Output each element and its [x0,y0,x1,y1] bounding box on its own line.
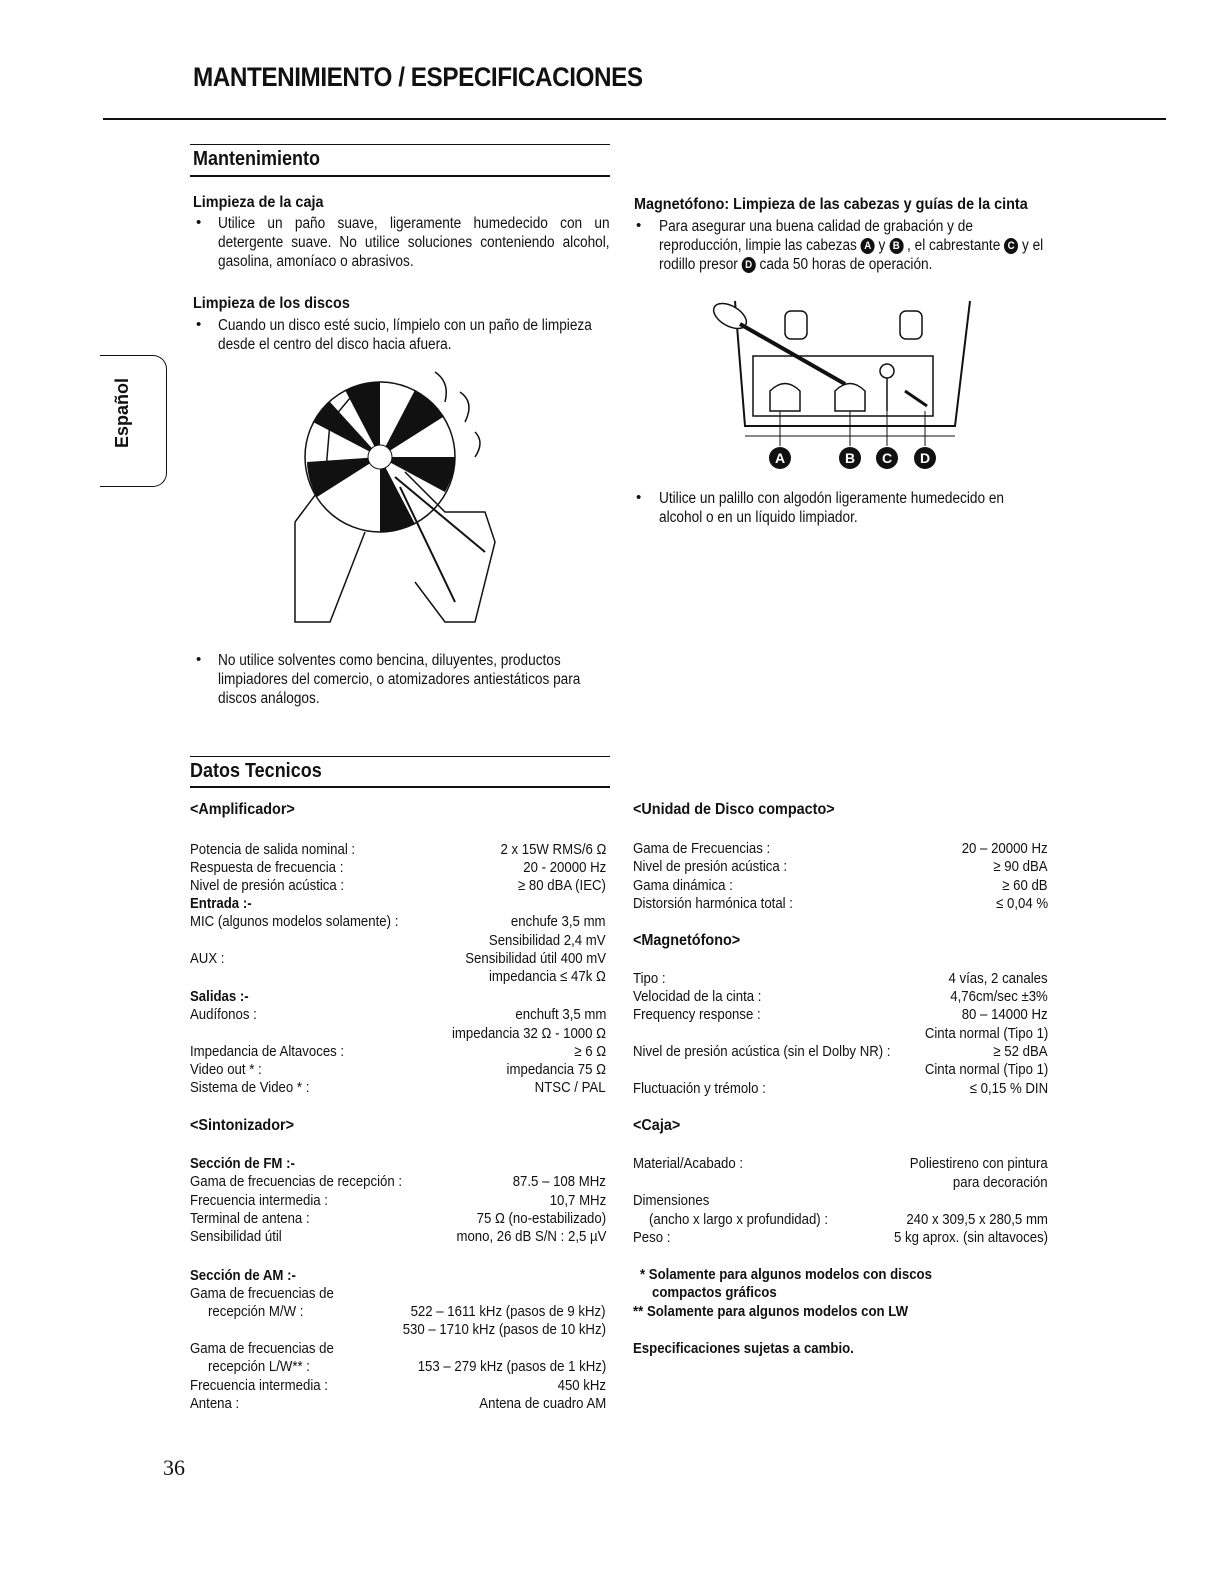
header-divider [103,118,1166,120]
language-tab [100,355,167,487]
tape-cleaning-title: Magnetófono: Limpieza de las cabezas y guías de la cinta [634,196,1028,213]
section-rule [190,175,610,177]
label-b: B [844,450,856,466]
cd-title: <Unidad de Disco compacto> [633,801,835,818]
case-cleaning-title: Limpieza de la caja [193,194,324,211]
label-d: D [919,450,931,466]
language-tab-label: Español [112,378,132,449]
bullet: • [636,489,642,506]
bullet: • [636,217,642,234]
label-b-icon: B [889,238,903,254]
label-c-icon: C [1004,238,1018,254]
label-d-icon: D [742,257,756,273]
disc-cleaning-title: Limpieza de los discos [193,295,350,312]
section-rule [190,144,610,145]
disc-cleaning-text: Cuando un disco esté sucio, límpielo con un paño de limpieza desde el centro del disco hacia afuera. [218,317,592,353]
tape-spec-title: <Magnetófono> [633,932,741,949]
page-title: MANTENIMIENTO / ESPECIFICACIONES [193,62,643,92]
page-number: 36 [163,1455,185,1480]
disc-warning-text: No utilice solventes como bencina, diluyentes, productos limpiadores del comercio, o atomizadores antiestáticos para discos análogos. [218,652,581,707]
amplifier-title: <Amplificador> [190,801,295,818]
label-a-icon: A [861,238,875,254]
disc-cleaning-illustration [285,362,515,632]
bullet: • [196,316,202,333]
maintenance-heading: Mantenimiento [193,148,321,170]
tape-cleaning-text: Para asegurar una buena calidad de grabación y de reproducción, limpie las cabezas A y B , el cabrestante C y el rodillo presor D cada 50 horas de operación. [659,218,1044,273]
label-c: C [881,450,893,466]
bullet: • [196,651,202,668]
tuner-title: <Sintonizador> [190,1117,295,1134]
tape-deck-illustration [705,296,980,476]
section-rule [190,786,610,788]
label-a: A [774,450,786,466]
section-rule [190,756,610,757]
specs-heading: Datos Tecnicos [190,760,322,782]
case-spec-title: <Caja> [633,1117,681,1134]
case-cleaning-text: Utilice un paño suave, ligeramente humedecido con un detergente suave. No utilice soluciones conteniendo alcohol, gasolina, amoníaco o abrasivos. [218,215,610,270]
tape-swab-text: Utilice un palillo con algodón ligeramente humedecido en alcohol o en un líquido limpiador. [659,490,1005,526]
bullet: • [196,214,202,231]
